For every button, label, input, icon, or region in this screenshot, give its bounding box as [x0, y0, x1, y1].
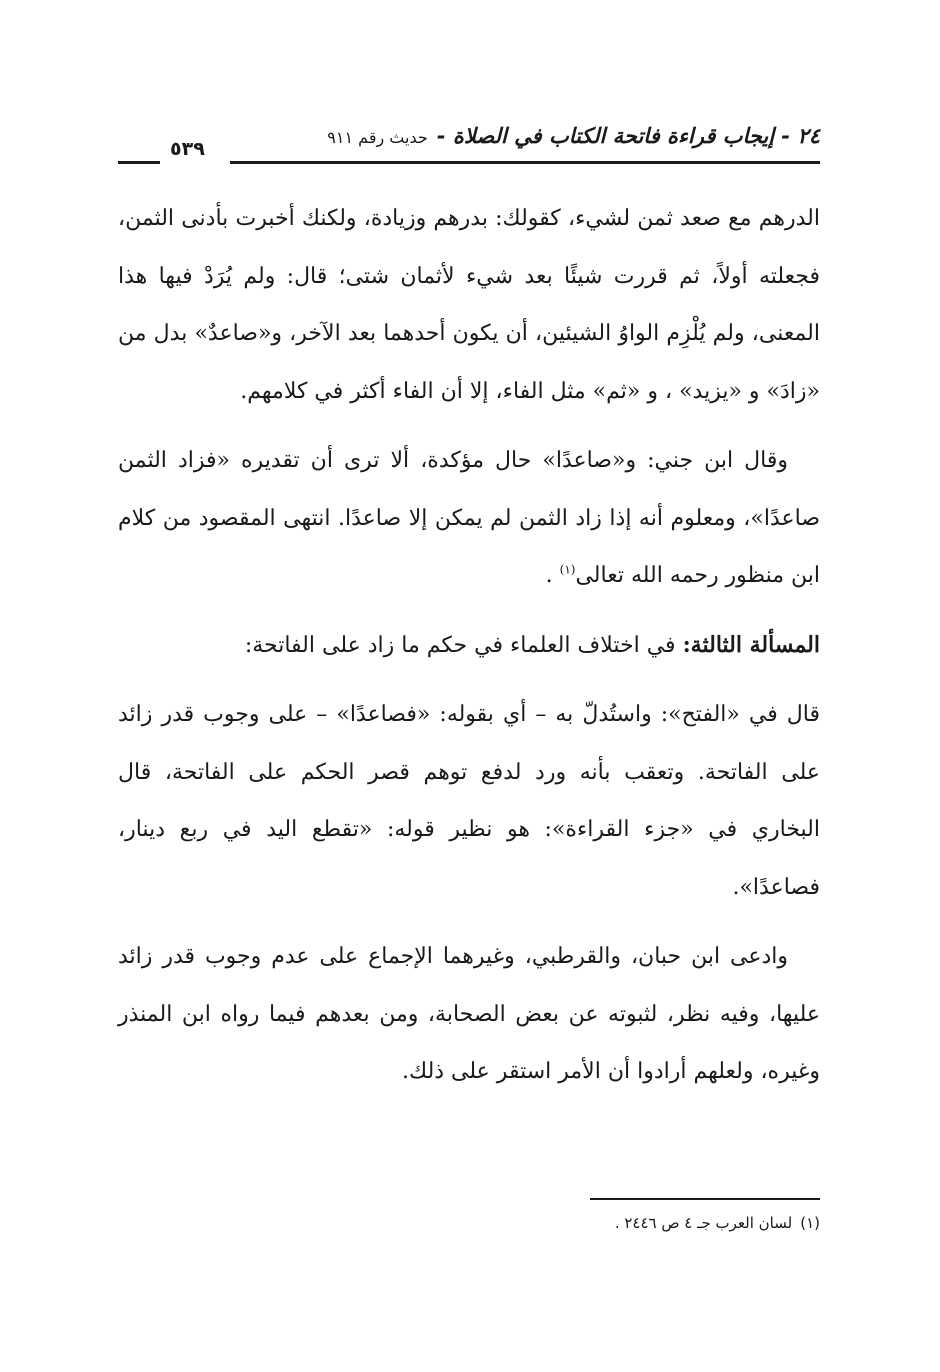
running-header [118, 124, 820, 172]
footnote-text: لسان العرب جـ ٤ ص ٢٤٤٦ . [614, 1214, 793, 1232]
paragraph-2 [118, 432, 820, 605]
issue-title: في اختلاف العلماء في حكم ما زاد على الفاتحة: [244, 632, 683, 658]
hadith-number: حديث رقم ٩١١ [327, 128, 428, 147]
footnote [615, 1214, 820, 1232]
issue-heading [118, 617, 820, 675]
chapter-title: ٢٤ - إيجاب قراءة فاتحة الكتاب في الصلاة - [436, 124, 820, 148]
page-number-rule [118, 161, 160, 164]
paragraph-2-text: وقال ابن جني: و«صاعدًا» حال مؤكدة، ألا ترى أن تقديره «فزاد الثمن صاعدًا»، ومعلوم أنه إذا زاد الثمن لم يمكن إلا صاعدًا. انتهى المقصود من كلام ابن منظور رحمه الله تعالى [118, 448, 820, 588]
issue-label: المسألة الثالثة: [682, 631, 820, 658]
page-number: ٥٣٩ [170, 138, 205, 160]
footnote-number: (١) [800, 1214, 820, 1232]
main-text [118, 190, 820, 1101]
footnote-reference: (١) [559, 562, 576, 577]
header-rule [230, 161, 820, 164]
paragraph-2-end: . [545, 563, 560, 588]
paragraph-4: وادعى ابن حبان، والقرطبي، وغيرهما الإجماع على عدم وجوب قدر زائد عليها، وفيه نظر، لثبوته عن بعض الصحابة، ومن بعدهم فيما رواه ابن المنذر وغيره، ولعلهم أرادوا أن الأمر استقر على ذلك. [118, 944, 820, 1084]
header-title-line [327, 124, 820, 148]
paragraph-3: قال في «الفتح»: واستُدلّ به – أي بقوله: «فصاعدًا» – على وجوب قدر زائد على الفاتحة. وتعقب بأنه ورد لدفع توهم قصر الحكم على الفاتحة، قال البخاري في «جزء القراءة»: هو نظير قوله: «تقطع اليد في ربع دينار، فصاعدًا». [118, 702, 820, 900]
footnote-separator [590, 1198, 820, 1200]
paragraph-1: الدرهم مع صعد ثمن لشيء، كقولك: بدرهم وزيادة، ولكنك أخبرت بأدنى الثمن، فجعلته أولاً، ثم قررت شيئًا بعد شيء لأثمان شتى؛ قال: ولم يُرَدْ فيها هذا المعنى، ولم يُلْزِم الواوُ الشيئين، أن يكون أحدهما بعد الآخر، و«صاعدٌ» بدل من «زادَ» و «يزيد» ، و «ثم» مثل الفاء، إلا أن الفاء أكثر في كلامهم. [118, 206, 820, 404]
